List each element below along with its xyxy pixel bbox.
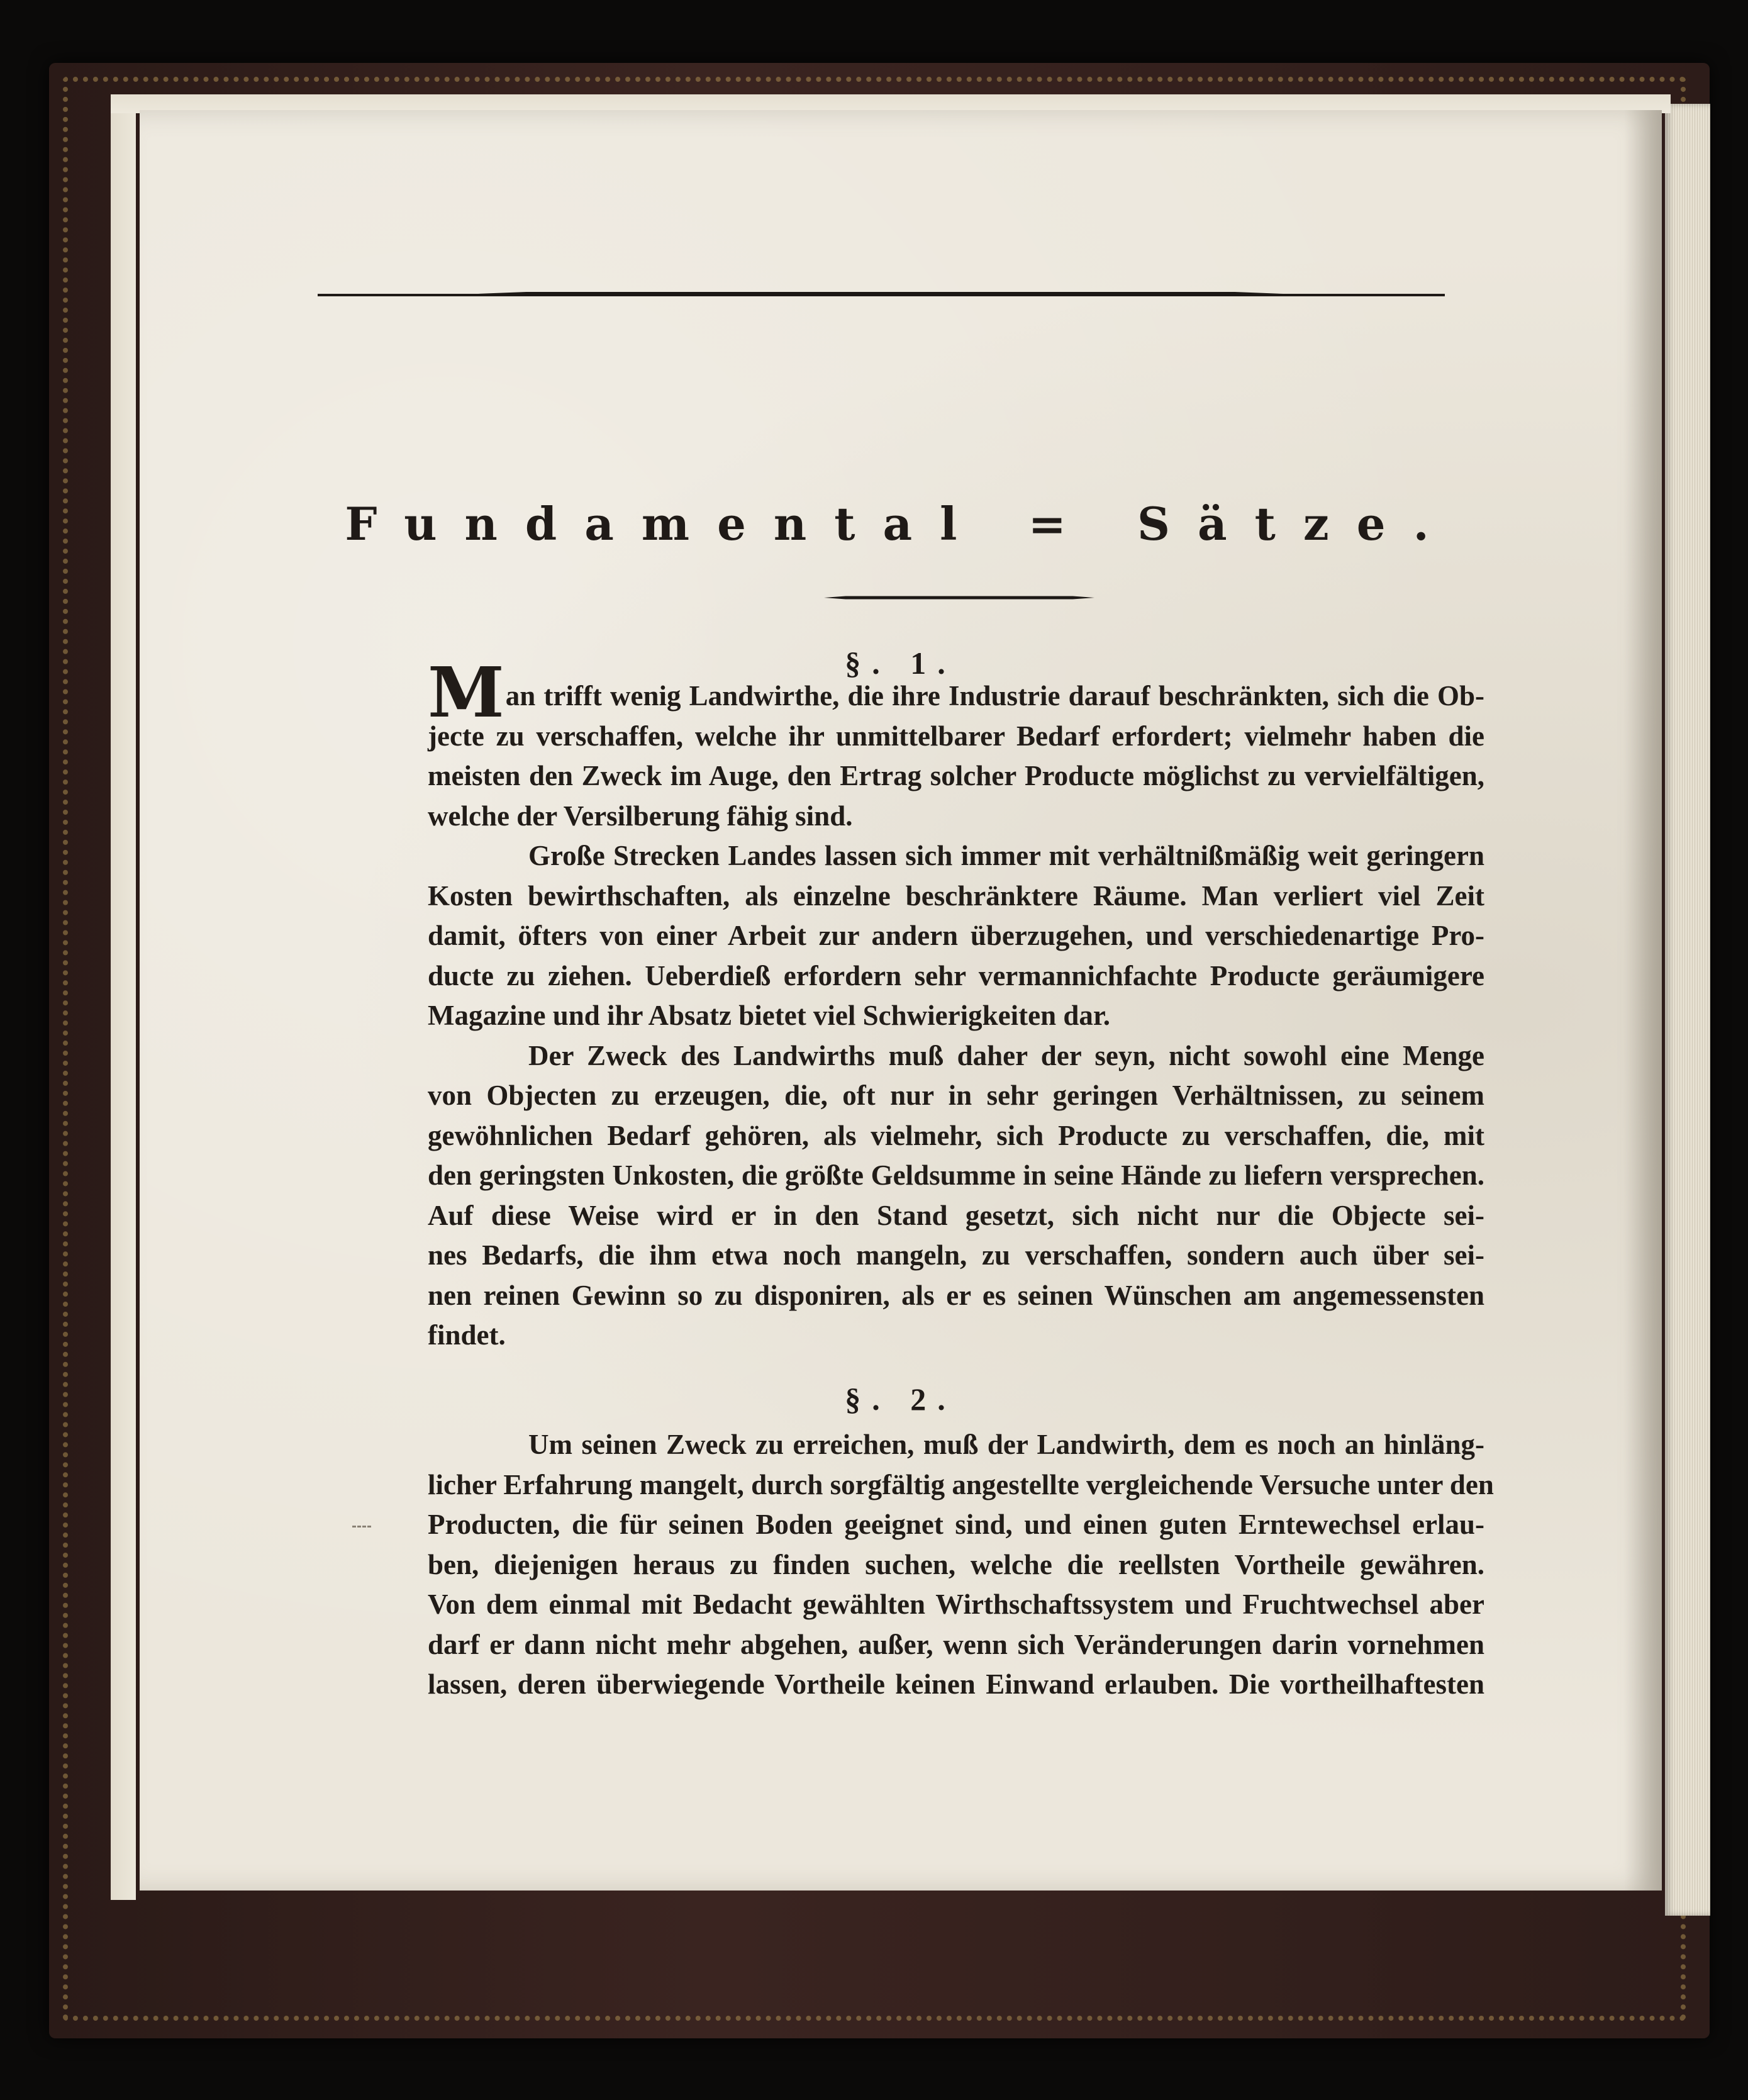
page-edge-left (111, 94, 136, 1900)
text-line: ducte zu ziehen. Ueberdieß erfordern sehr vermannichfachte Producte geräumigere (428, 959, 1484, 991)
text-line: Producten, die für seinen Boden geeignet sind, und einen guten Erntewechsel erlau- (428, 1509, 1484, 1540)
text-line: damit, öfters von einer Arbeit zur andern überzugehen, und verschiedenartige Pro- (428, 920, 1484, 951)
page-stack-edge (1665, 104, 1710, 1916)
gutter-shadow (1624, 110, 1662, 1891)
text-line: Um seinen Zweck zu erreichen, muß der Landwirth, dem es noch an hinläng- (528, 1429, 1484, 1460)
text-line: den geringsten Unkosten, die größte Geldsumme in seine Hände zu liefern versprechen. (428, 1159, 1484, 1191)
text-line: Auf diese Weise wird er in den Stand gesetzt, sich nicht nur die Objecte sei- (428, 1199, 1484, 1231)
margin-mark (352, 1526, 371, 1528)
text-line: gewöhnlichen Bedarf gehören, als vielmehr, sich Producte zu verschaffen, die, mit (428, 1119, 1484, 1151)
text-line: von Objecten zu erzeugen, die, oft nur in sehr geringen Verhältnissen, zu seinem (428, 1080, 1484, 1111)
text-line: darf er dann nicht mehr abgehen, außer, wenn sich Veränderungen darin vornehmen (428, 1628, 1484, 1660)
section-1-text (428, 652, 1484, 1356)
section-label-2: §. 2. (845, 1382, 957, 1417)
text-line: ben, diejenigen heraus zu finden suchen, welche die reellsten Vortheile gewähren. (428, 1548, 1484, 1580)
text-line: findet. (428, 1319, 506, 1351)
drop-cap: M (428, 652, 504, 733)
text-line: Man trifft wenig Landwirthe, die ihre Industrie darauf beschränkten, sich die Ob- (428, 652, 1484, 733)
chapter-heading: Fundamental = Sätze. (345, 497, 1457, 550)
text-line: Der Zweck des Landwirths muß daher der seyn, nicht sowohl eine Menge (528, 1039, 1484, 1071)
text-line: welche der Versilberung fähig sind. (428, 800, 853, 832)
text-line: lassen, deren überwiegende Vortheile keinen Einwand erlauben. Die vortheilhaftesten (428, 1668, 1484, 1700)
section-label-1: §. 1. (845, 645, 957, 681)
text-line: jecte zu verschaffen, welche ihr unmittelbarer Bedarf erfordert; vielmehr haben die (428, 720, 1484, 752)
text-line: Große Strecken Landes lassen sich immer mit verhältnißmäßig weit geringern (528, 840, 1484, 871)
text-line: meisten den Zweck im Auge, den Ertrag solcher Producte möglichst zu vervielfältigen, (428, 760, 1484, 791)
text-line: nen reinen Gewinn so zu disponiren, als er es seinen Wünschen am angemessensten (428, 1279, 1484, 1311)
text-line: Magazine und ihr Absatz bietet viel Schwierigkeiten dar. (428, 1000, 1110, 1031)
text-line: Kosten bewirthschaften, als einzelne beschränktere Räume. Man verliert viel Zeit (428, 880, 1484, 912)
section-2-text (428, 1425, 1494, 1705)
text-line: Von dem einmal mit Bedacht gewählten Wirthschaftssystem und Fruchtwechsel aber (428, 1589, 1484, 1620)
text-line: nes Bedarfs, die ihm etwa noch mangeln, zu verschaffen, sondern auch über sei- (428, 1239, 1484, 1271)
text-line: licher Erfahrung mangelt, durch sorgfältig angestellte vergleichende Versuche unter den (428, 1468, 1494, 1500)
